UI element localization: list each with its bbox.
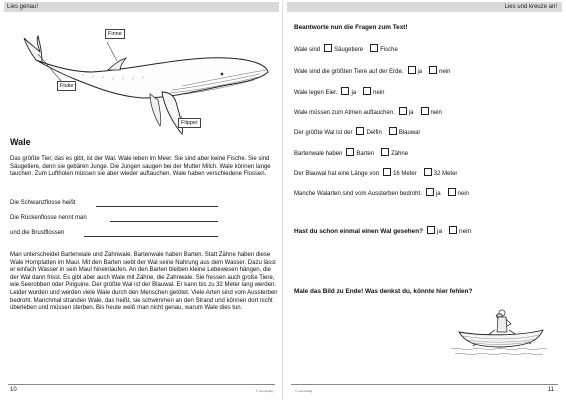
footer-rule	[8, 384, 275, 385]
checkbox[interactable]	[381, 148, 389, 156]
checkbox[interactable]	[426, 188, 434, 196]
question-8: Manche Walarten sind vom Aussterben bedroht. ja nein	[294, 188, 472, 196]
question-seen-whale: Hast du schon einmal einen Wal gesehen? ja nein	[294, 228, 472, 235]
checkbox[interactable]	[429, 66, 437, 74]
answer-line[interactable]	[110, 221, 218, 222]
checkbox[interactable]	[408, 66, 416, 74]
fill-line-label: und die Brustflossen	[10, 230, 65, 236]
fill-line-label: Die Schwanzflosse heißt	[10, 200, 76, 206]
question-7: Der Blauwal hat eine Länge von 16 Meter 32 Meter	[294, 168, 460, 176]
question-5: Der größte Wal ist der Delfin Blauwal	[294, 127, 423, 135]
right-page	[283, 0, 566, 400]
checkbox[interactable]	[370, 44, 378, 52]
checkbox[interactable]	[324, 44, 332, 52]
footer-rule	[291, 384, 558, 385]
fill-line-flipper	[10, 230, 64, 237]
question-2: Wale sind die größten Tiere auf der Erde. ja nein	[294, 66, 454, 74]
checkbox[interactable]	[424, 168, 432, 176]
fill-line-fluke	[10, 200, 76, 207]
question-3: Wale legen Eier. ja nein	[294, 87, 387, 95]
checkbox[interactable]	[389, 127, 397, 135]
copyright: © Lernverlag	[255, 389, 273, 393]
page-number: 11	[547, 387, 554, 393]
checkbox[interactable]	[356, 127, 364, 135]
checkbox[interactable]	[383, 168, 391, 176]
question-4: Wale müssen zum Atmen auftauchen. ja nein	[294, 107, 445, 115]
boat-illustration[interactable]	[451, 302, 547, 358]
main-paragraph: Man unterscheidet Bartenwale und Zahnwale. Bartenwale haben Barten. Statt Zähne haben diese Wale Hornplatten im Maul. Mit den Barten siebt der Wal seine Nahrung aus dem Wasser. Dazu lässt er einfach Wasser in sein Maul hineinlaufen. An den Barten bleiben kleine Lebewesen hängen, die der Wal dann frisst. Es gibt aber auch Wale mit Zähne, die Zahnwale. Sie fressen auch große Tiere, wie Seerobben oder Pinguine. Der größte Wal ist der Blauwal. Er kann bis zu 32 Meter lang werden. Leider wurden und werden viele Wale durch den Menschen getötet. Viele Arten sind vom Aussterben bedroht. Manchmal stranden Wale, das heißt, sie schwimmen an den Strand und können dort nicht überleben und müssen sterben. Bis heute weiß man nicht genau, warum Wale dies tun.	[10, 252, 278, 312]
question-1: Wale sind Säugetiere Fische	[294, 44, 401, 52]
left-header: Lies genau!	[4, 2, 279, 12]
label-fluke: Fluke	[57, 81, 76, 91]
answer-line[interactable]	[84, 236, 218, 237]
label-fin: Finne	[105, 29, 125, 39]
fill-line-fin	[10, 215, 87, 222]
checkbox[interactable]	[421, 107, 429, 115]
checkbox[interactable]	[448, 188, 456, 196]
answer-line[interactable]	[96, 206, 218, 207]
checkbox[interactable]	[449, 226, 457, 234]
question-6: Bartenwale haben Barten Zähne	[294, 148, 411, 156]
copyright: © Lernverlag	[295, 389, 313, 393]
intro-paragraph: Das größte Tier, das es gibt, ist der Wal. Wale leben im Meer. Sie sind aber keine Fische. Sie sind Säugetiere, denn sie gebären Junge. Die Jungen saugen bei der Mutter Milch. Wale können lange tauchen. Zum Luftholen müssen sie aber wieder auftauchen. Wale haben verschiedene Flossen.	[10, 156, 271, 178]
checkbox[interactable]	[427, 226, 435, 234]
checkbox[interactable]	[399, 107, 407, 115]
checkbox[interactable]	[346, 148, 354, 156]
page-title: Wale	[10, 137, 31, 147]
fill-line-label: Die Rückenflosse nennt man	[10, 215, 87, 221]
label-flipper: Flipper	[178, 118, 201, 128]
checkbox[interactable]	[341, 87, 349, 95]
questions-title: Beantworte nun die Fragen zum Text!	[294, 24, 408, 31]
page-number: 10	[10, 387, 17, 393]
draw-prompt: Male das Bild zu Ende! Was denkst du, könnte hier fehlen?	[294, 288, 473, 295]
right-header: Lies und kreuze an!	[287, 2, 562, 12]
checkbox[interactable]	[363, 87, 371, 95]
